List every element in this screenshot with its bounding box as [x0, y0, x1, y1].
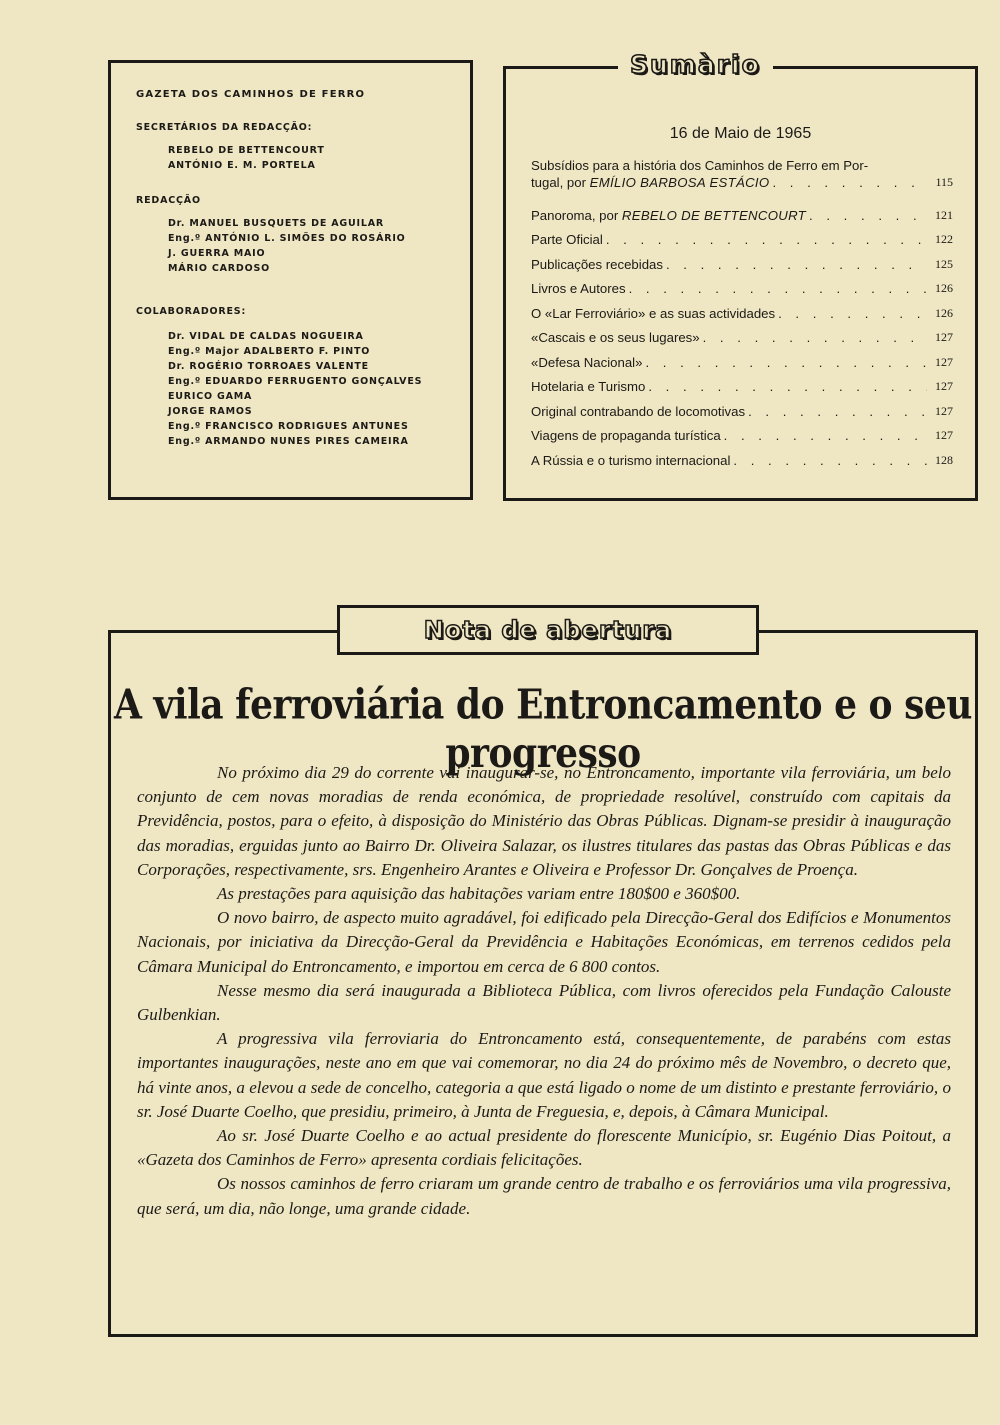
article-headline: A vila ferroviária do Entroncamento e o seu progresso [114, 680, 972, 778]
article-body [137, 761, 951, 1221]
masthead-title: GAZETA DOS CAMINHOS DE FERRO [136, 89, 366, 100]
toc-entry[interactable]: A Rússia e o turismo internacional . . . 128 [531, 443, 953, 468]
toc-entry[interactable]: Subsídios para a história dos Caminhos de Ferro em Por- tugal, por EMÍLIO BARBOSA ESTÁCIO . . . 115 [531, 157, 953, 198]
toc-entry[interactable]: O «Lar Ferroviário» e as suas actividades . . . 126 [531, 296, 953, 321]
summary-title: Sumàrio [618, 50, 773, 79]
toc-page: 115 [935, 175, 953, 189]
toc-entry[interactable]: Original contrabando de locomotivas . . . 127 [531, 394, 953, 419]
toc-page: 127 [935, 354, 953, 369]
toc-page: 127 [935, 330, 953, 344]
toc-page: 121 [935, 207, 953, 222]
article-paragraph: O novo bairro, de aspecto muito agradável, foi edificado pela Direcção-Geral dos Edifícios e Monumentos Nacionais, por iniciativa da Direcção-Geral da Previdência e Habitações Económicas, em terrenos cedidos pela Câmara Municipal do Entroncamento, e importou em cerca de 6 800 contos. [137, 908, 951, 976]
table-of-contents [531, 157, 953, 468]
toc-page: 127 [935, 428, 953, 442]
opening-note-badge: Nota de abertura [337, 605, 759, 655]
list-item: Dr. ROGÉRIO TORROAES VALENTE [168, 361, 369, 372]
opening-note-box [108, 616, 978, 1337]
list-item: MÁRIO CARDOSO [168, 263, 270, 274]
toc-entry[interactable]: Hotelaria e Turismo . . . 127 [531, 370, 953, 395]
collaborators-heading: COLABORADORES: [136, 306, 247, 317]
list-item: REBELO DE BETTENCOURT [168, 145, 325, 156]
article-paragraph: As prestações para aquisição das habitações variam entre 180$00 e 360$00. [217, 884, 741, 904]
article-paragraph: Ao sr. José Duarte Coelho e ao actual presidente do florescente Município, sr. Eugénio Dias Poitout, a «Gazeta dos Caminhos de Ferro» apresenta cordiais felicitações. [137, 1126, 951, 1170]
article-paragraph: No próximo dia 29 do corrente vai inaugurar-se, no Entroncamento, importante vila ferroviária, um belo conjunto de cem novas moradias de renda económica, de propriedade resolúvel, construído com capitais da Previdência, postos, para o efeito, à disposição do Ministério das Obras Públicas. Dignam-se presidir à inauguração das moradias, erguidas junto ao Bairro Dr. Oliveira Salazar, os ilustres titulares das pastas das Obras Públicas e das Corporações, respectivamente, srs. Engenheiro Arantes e Oliveira e Professor Dr. Gonçalves de Proença. [137, 763, 951, 879]
collaborators-list [136, 329, 448, 449]
toc-entry[interactable]: «Defesa Nacional» . . . 127 [531, 345, 953, 370]
toc-entry[interactable]: Parte Oficial . . . 122 [531, 223, 953, 248]
list-item: ANTÓNIO E. M. PORTELA [168, 160, 316, 171]
list-item: Eng.º ANTÓNIO L. SIMÕES DO ROSÁRIO [168, 233, 406, 244]
list-item: Dr. VIDAL DE CALDAS NOGUEIRA [168, 331, 364, 342]
list-item: Eng.º FRANCISCO RODRIGUES ANTUNES [168, 421, 409, 432]
article-paragraph: A progressiva vila ferroviaria do Entroncamento está, consequentemente, de parabéns com estas importantes inaugurações, neste ano em que vai comemorar, no dia 24 do próximo mês de Novembro, o decreto que, há vinte anos, a elevou a sede de concelho, categoria a que está ligado o nome de um distinto e prestante ferroviário, o sr. José Duarte Coelho, que presidiu, primeiro, à Junta de Freguesia, e, depois, à Câmara Municipal. [137, 1029, 951, 1121]
toc-page: 125 [935, 256, 953, 271]
list-item: Eng.º Major ADALBERTO F. PINTO [168, 346, 371, 357]
summary-date: 16 de Maio de 1965 [669, 125, 812, 142]
article-paragraph: Nesse mesmo dia será inaugurada a Biblioteca Pública, com livros oferecidos pela Fundação Calouste Gulbenkian. [137, 980, 951, 1025]
article-paragraph: Os nossos caminhos de ferro criaram um grande centro de trabalho e os ferroviários uma vila progressiva, que será, um dia, não longe, uma grande cidade. [137, 1174, 951, 1218]
list-item: EURICO GAMA [168, 391, 253, 402]
list-item: Dr. MANUEL BUSQUETS DE AGUILAR [168, 218, 384, 229]
toc-page: 122 [935, 232, 953, 246]
toc-page: 128 [935, 452, 953, 467]
toc-page: 127 [935, 403, 953, 418]
redaction-list [136, 216, 448, 276]
redaction-heading: REDACÇÃO [136, 195, 201, 206]
toc-entry[interactable]: «Cascais e os seus lugares» . . . 127 [531, 321, 953, 346]
toc-entry[interactable]: Viagens de propaganda turística . . . 127 [531, 419, 953, 444]
summary-box [503, 50, 978, 501]
toc-page: 126 [935, 305, 953, 320]
toc-page: 127 [935, 379, 953, 393]
toc-entry[interactable]: Panoroma, por REBELO DE BETTENCOURT . . . 121 [531, 198, 953, 223]
toc-page: 126 [935, 281, 953, 295]
list-item: J. GUERRA MAIO [168, 248, 266, 259]
toc-entry[interactable]: Publicações recebidas . . . 125 [531, 247, 953, 272]
secretaries-list [136, 143, 448, 173]
masthead-box [108, 60, 473, 500]
list-item: Eng.º EDUARDO FERRUGENTO GONÇALVES [168, 376, 423, 387]
list-item: Eng.º ARMANDO NUNES PIRES CAMEIRA [168, 436, 409, 447]
list-item: JORGE RAMOS [168, 406, 253, 417]
toc-entry[interactable]: Livros e Autores . . . 126 [531, 272, 953, 297]
secretaries-heading: SECRETÁRIOS DA REDACÇÃO: [136, 122, 313, 133]
